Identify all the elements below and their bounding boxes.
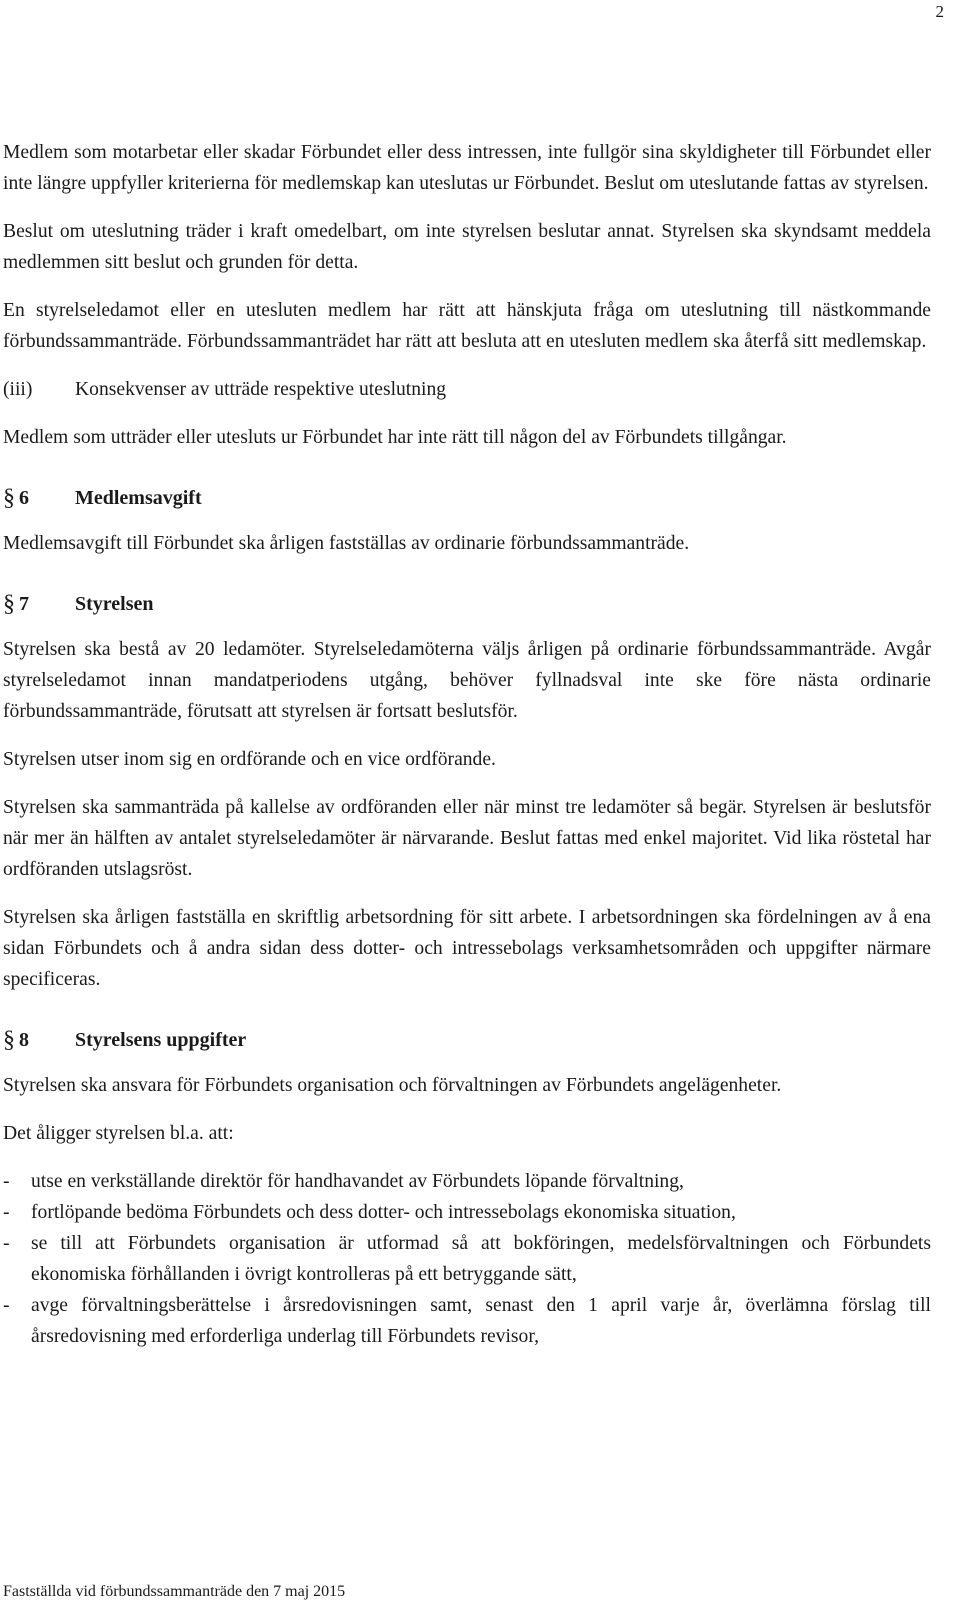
section-number: 7 — [19, 593, 29, 615]
subheading-title: Konsekvenser av utträde respektive uteslutning — [75, 379, 447, 400]
paragraph-consequences: Medlem som utträder eller utesluts ur Förbundet har inte rätt till någon del av Förbundets tillgångar. — [3, 427, 787, 448]
page-footer: Fastställda vid förbundssammanträde den 7 maj 2015 — [3, 1583, 346, 1600]
section-symbol: § — [3, 485, 15, 511]
paragraph-board-procedures: Styrelsen ska årligen fastställa en skriftlig arbetsordning för sitt arbete. I arbetsordningen ska fördelningen av å ena sidan Förbundets och å andra sidan dess dotter- och intressebolags verksamhetsområden och uppgifter närmare specificeras. — [3, 907, 931, 990]
section-heading-7 — [3, 589, 931, 620]
subheading-consequences — [3, 374, 931, 405]
section-title: Styrelsen — [75, 593, 154, 615]
paragraph-board-duties-intro: Det åligger styrelsen bl.a. att: — [3, 1123, 234, 1144]
paragraph-appeal: En styrelseledamot eller en utesluten medlem har rätt att hänskjuta fråga om uteslutning till nästkommande förbundssammanträde. Förbundssammanträdet har rätt att besluta att en utesluten medlem ska återfå sitt medlemskap. — [3, 300, 931, 352]
board-duties-list — [3, 1166, 931, 1352]
section-title: Medlemsavgift — [75, 487, 202, 509]
paragraph-exclusion-effect: Beslut om uteslutning träder i kraft omedelbart, om inte styrelsen beslutar annat. Styrelsen ska skyndsamt meddela medlemmen sitt beslut och grunden för detta. — [3, 221, 931, 273]
list-item: - utse en verkställande direktör för handhavandet av Förbundets löpande förvaltning, — [3, 1166, 931, 1197]
paragraph-board-meetings: Styrelsen ska sammanträda på kallelse av ordföranden eller när minst tre ledamöter så begär. Styrelsen är beslutsför när mer än hälften av antalet styrelseledamöter är närvarande. Beslut fattas med enkel majoritet. Vid lika röstetal har ordföranden utslagsröst. — [3, 797, 931, 880]
section-title: Styrelsens uppgifter — [75, 1029, 247, 1051]
section-number: 6 — [19, 487, 29, 509]
paragraph-board-chair: Styrelsen utser inom sig en ordförande och en vice ordförande. — [3, 749, 496, 770]
section-number: 8 — [19, 1029, 29, 1051]
document-body — [3, 137, 931, 1352]
section-heading-6 — [3, 483, 931, 514]
paragraph-board-composition: Styrelsen ska bestå av 20 ledamöter. Styrelseledamöterna väljs årligen på ordinarie förbundssammanträde. Avgår styrelseledamot innan mandatperiodens utgång, behöver fyllnadsval inte ske före nästa ordinarie förbundssammanträde, förutsatt att styrelsen är fortsatt beslutsför. — [3, 639, 931, 722]
list-item: - fortlöpande bedöma Förbundets och dess dotter- och intressebolags ekonomiska situation, — [3, 1197, 931, 1228]
section-heading-8 — [3, 1025, 931, 1056]
paragraph-fee: Medlemsavgift till Förbundet ska årligen fastställas av ordinarie förbundssammanträde. — [3, 533, 690, 554]
list-item: - avge förvaltningsberättelse i årsredovisningen samt, senast den 1 april varje år, överlämna förslag till årsredovisning med erforderliga underlag till Förbundets revisor, — [3, 1290, 931, 1352]
list-item: - se till att Förbundets organisation är utformad så att bokföringen, medelsförvaltningen och Förbundets ekonomiska förhållanden i övrigt kontrolleras på ett betryggande sätt, — [3, 1228, 931, 1290]
paragraph-exclusion: Medlem som motarbetar eller skadar Förbundet eller dess intressen, inte fullgör sina skyldigheter till Förbundet eller inte längre uppfyller kriterierna för medlemskap kan uteslutas ur Förbundet. Beslut om uteslutande fattas av styrelsen. — [3, 142, 931, 194]
section-symbol: § — [3, 591, 15, 617]
page-number: 2 — [935, 2, 944, 21]
paragraph-board-responsibility: Styrelsen ska ansvara för Förbundets organisation och förvaltningen av Förbundets angelägenheter. — [3, 1075, 782, 1096]
subheading-number: (iii) — [3, 379, 33, 400]
section-symbol: § — [3, 1027, 15, 1053]
